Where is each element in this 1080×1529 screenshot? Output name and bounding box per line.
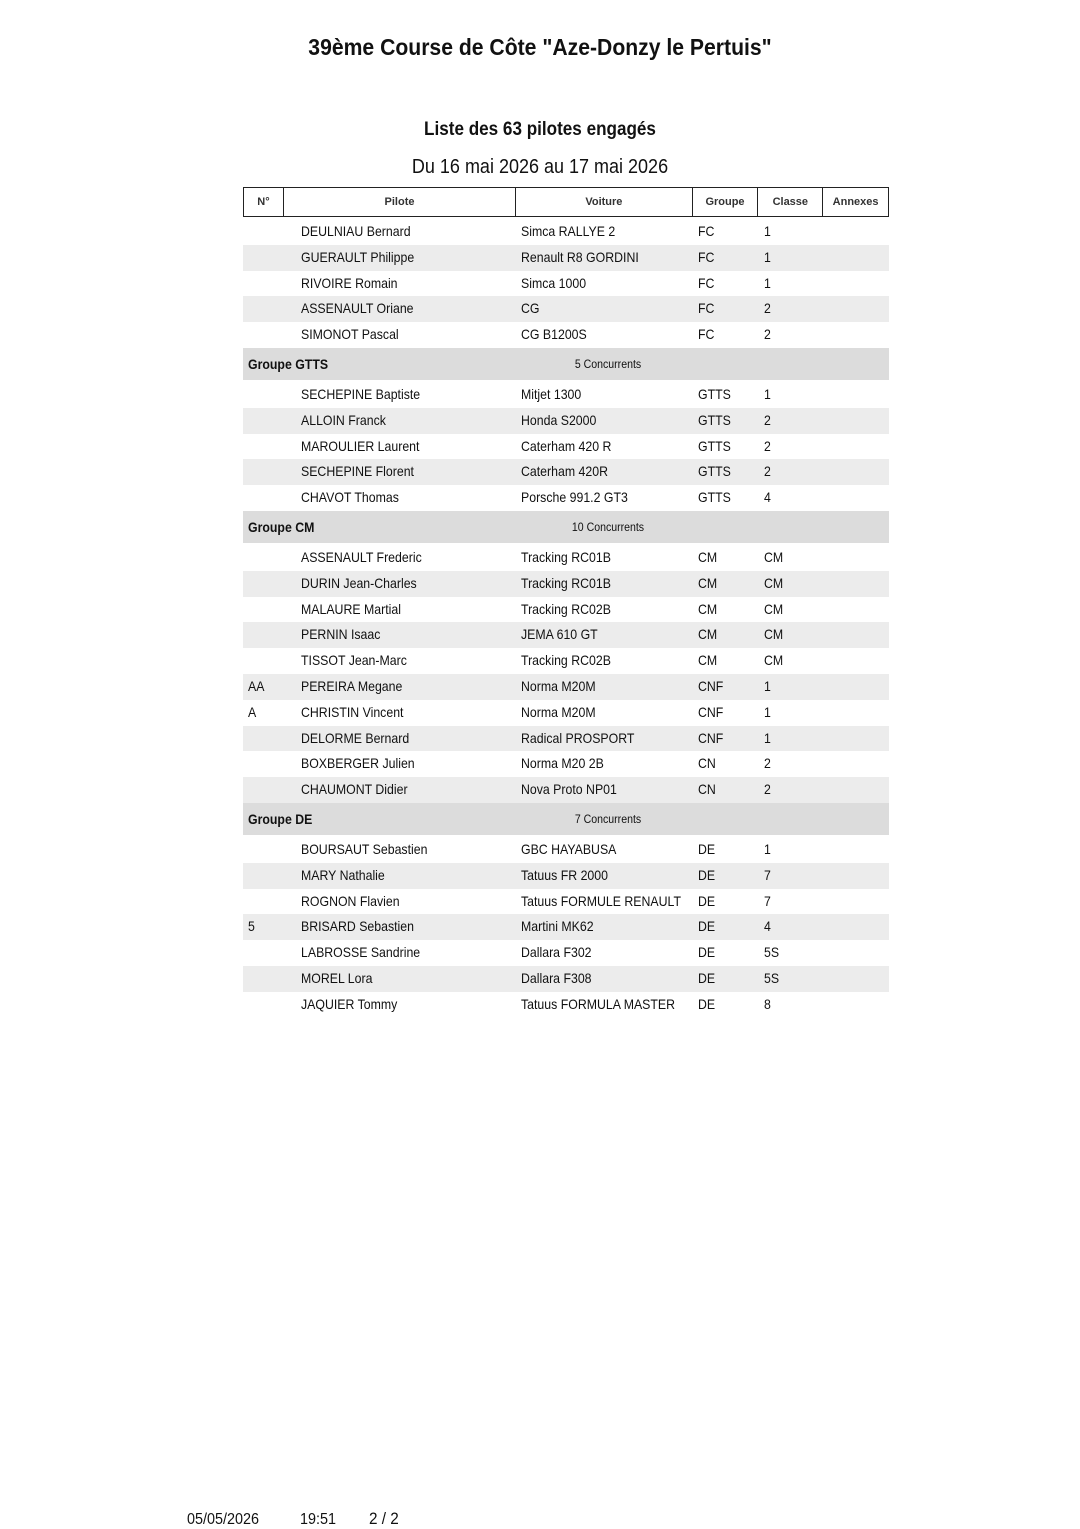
cell-number: 5 [248, 918, 255, 935]
cell-pilot: MARY Nathalie [301, 866, 385, 883]
table-row [243, 966, 889, 992]
table-row [243, 889, 889, 915]
cell-group: DE [698, 944, 716, 961]
cell-pilot: CHAUMONT Didier [301, 781, 408, 798]
entry-list-table [243, 187, 889, 1018]
cell-pilot: BOXBERGER Julien [301, 755, 415, 772]
table-row [243, 674, 889, 700]
table-row [243, 408, 889, 434]
cell-car: Tracking RC02B [521, 652, 611, 669]
col-header-annexes: Annexes [832, 196, 879, 208]
cell-pilot: ASSENAULT Frederic [301, 548, 422, 565]
cell-class: 2 [764, 300, 771, 317]
cell-car: Simca 1000 [521, 274, 587, 291]
table-row [243, 434, 889, 460]
cell-pilot: PEREIRA Megane [301, 677, 403, 694]
cell-group: CM [698, 600, 718, 617]
cell-group: GTTS [698, 385, 731, 402]
cell-class: 7 [764, 892, 771, 909]
cell-class: 1 [764, 274, 771, 291]
table-row [243, 597, 889, 623]
cell-car: Dallara F302 [521, 944, 592, 961]
cell-group: DE [698, 995, 716, 1012]
cell-car: Norma M20M [521, 677, 596, 694]
page-number: 2 / 2 [369, 1509, 399, 1528]
cell-car: Caterham 420R [521, 463, 608, 480]
col-header-class: Classe [758, 188, 823, 216]
cell-pilot: PERNIN Isaac [301, 626, 381, 643]
cell-pilot: RIVOIRE Romain [301, 274, 398, 291]
table-row [243, 700, 889, 726]
cell-car: Tracking RC01B [521, 574, 611, 591]
table-row [243, 219, 889, 245]
cell-car: Radical PROSPORT [521, 729, 635, 746]
cell-car: Porsche 991.2 GT3 [521, 489, 628, 506]
cell-pilot: BRISARD Sebastien [301, 918, 414, 935]
col-header-pilot: Pilote [284, 188, 516, 216]
cell-car: Simca RALLYE 2 [521, 223, 616, 239]
cell-car: Nova Proto NP01 [521, 781, 617, 798]
cell-class: 5S [764, 969, 780, 986]
cell-group: FC [698, 326, 715, 343]
cell-car: Mitjet 1300 [521, 385, 582, 402]
cell-car: CG B1200S [521, 326, 587, 343]
cell-car: Norma M20 2B [521, 755, 604, 772]
col-header-car: Voiture [516, 188, 692, 216]
cell-pilot: MALAURE Martial [301, 600, 401, 617]
cell-group: CM [698, 626, 718, 643]
cell-car: JEMA 610 GT [521, 626, 598, 643]
cell-class: 8 [764, 995, 771, 1012]
cell-group: CM [698, 574, 718, 591]
cell-group: DE [698, 840, 716, 857]
cell-group: DE [698, 866, 716, 883]
cell-car: Tatuus FR 2000 [521, 866, 608, 883]
cell-group: CNF [698, 729, 724, 746]
cell-car: Tatuus FORMULA MASTER [521, 995, 676, 1012]
cell-class: 2 [764, 437, 771, 454]
table-row [243, 777, 889, 803]
cell-pilot: SECHEPINE Baptiste [301, 385, 421, 402]
print-date: 05/05/2026 [187, 1511, 260, 1528]
table-row [243, 914, 889, 940]
cell-group: CN [698, 755, 716, 772]
cell-pilot: ALLOIN Franck [301, 411, 386, 428]
table-row [243, 992, 889, 1018]
cell-pilot: SIMONOT Pascal [301, 326, 399, 343]
table-row [243, 863, 889, 889]
cell-car: Renault R8 GORDINI [521, 248, 639, 265]
cell-car: GBC HAYABUSA [521, 840, 617, 857]
cell-pilot: DEULNIAU Bernard [301, 223, 411, 239]
cell-class: 1 [764, 729, 771, 746]
cell-group: GTTS [698, 411, 731, 428]
cell-car: CG [521, 300, 540, 317]
cell-class: 1 [764, 677, 771, 694]
group-header [243, 511, 889, 543]
table-row [243, 545, 889, 571]
cell-number: A [248, 703, 257, 720]
col-header-group: Groupe [693, 188, 759, 216]
cell-pilot: CHRISTIN Vincent [301, 703, 404, 720]
cell-group: FC [698, 223, 715, 239]
table-row [243, 245, 889, 271]
col-header-number: N° [244, 188, 284, 216]
cell-class: 4 [764, 918, 771, 935]
cell-class: 2 [764, 326, 771, 343]
group-count: 5 Concurrents [574, 356, 642, 371]
cell-class: 1 [764, 248, 771, 265]
cell-group: GTTS [698, 463, 731, 480]
cell-class: CM [764, 574, 784, 591]
cell-group: DE [698, 892, 716, 909]
table-row [243, 837, 889, 863]
cell-pilot: GUERAULT Philippe [301, 248, 415, 265]
cell-class: CM [764, 600, 784, 617]
cell-car: Dallara F308 [521, 969, 592, 986]
table-row [243, 648, 889, 674]
cell-group: GTTS [698, 437, 731, 454]
cell-pilot: ROGNON Flavien [301, 892, 400, 909]
cell-pilot: SECHEPINE Florent [301, 463, 414, 480]
cell-class: 1 [764, 703, 771, 720]
cell-car: Norma M20M [521, 703, 596, 720]
table-row [243, 322, 889, 348]
group-count: 7 Concurrents [574, 811, 642, 826]
table-row [243, 296, 889, 322]
cell-group: FC [698, 300, 715, 317]
group-name: Groupe DE [248, 810, 313, 827]
cell-class: CM [764, 652, 784, 669]
cell-car: Tracking RC02B [521, 600, 611, 617]
table-row [243, 571, 889, 597]
cell-group: FC [698, 248, 715, 265]
cell-pilot: CHAVOT Thomas [301, 489, 399, 506]
cell-pilot: MOREL Lora [301, 969, 373, 986]
table-row [243, 726, 889, 752]
list-subtitle: Liste des 63 pilotes engagés [424, 119, 656, 140]
cell-pilot: JAQUIER Tommy [301, 995, 398, 1012]
group-name: Groupe GTTS [248, 355, 329, 372]
cell-class: 2 [764, 781, 771, 798]
group-header [243, 348, 889, 380]
cell-class: 2 [764, 755, 771, 772]
table-row [243, 622, 889, 648]
cell-car: Tatuus FORMULE RENAULT [521, 892, 681, 909]
cell-pilot: MAROULIER Laurent [301, 437, 420, 454]
cell-group: CM [698, 652, 718, 669]
cell-group: CNF [698, 677, 724, 694]
cell-car: Martini MK62 [521, 918, 594, 935]
cell-group: DE [698, 969, 716, 986]
cell-group: FC [698, 274, 715, 291]
table-row [243, 382, 889, 408]
cell-pilot: LABROSSE Sandrine [301, 944, 421, 961]
cell-class: CM [764, 548, 784, 565]
table-row [243, 751, 889, 777]
cell-pilot: ASSENAULT Oriane [301, 300, 414, 317]
group-count: 10 Concurrents [571, 519, 645, 534]
cell-car: Honda S2000 [521, 411, 597, 428]
cell-group: CNF [698, 703, 724, 720]
group-header [243, 803, 889, 835]
cell-class: 4 [764, 489, 771, 506]
cell-pilot: DELORME Bernard [301, 729, 410, 746]
cell-class: 1 [764, 385, 771, 402]
cell-class: 1 [764, 223, 771, 239]
cell-number: AA [248, 677, 265, 694]
group-name: Groupe CM [248, 518, 315, 535]
cell-pilot: TISSOT Jean-Marc [301, 652, 407, 669]
cell-class: 1 [764, 840, 771, 857]
cell-class: 2 [764, 463, 771, 480]
table-row [243, 940, 889, 966]
cell-car: Caterham 420 R [521, 437, 612, 454]
cell-class: 7 [764, 866, 771, 883]
table-row [243, 485, 889, 511]
cell-class: 5S [764, 944, 780, 961]
document-title: 39ème Course de Côte "Aze-Donzy le Pertuis" [308, 34, 772, 60]
table-row [243, 459, 889, 485]
cell-group: GTTS [698, 489, 731, 506]
event-dates: Du 16 mai 2026 au 17 mai 2026 [411, 156, 669, 178]
cell-car: Tracking RC01B [521, 548, 611, 565]
table-body [243, 217, 889, 1018]
table-header [243, 187, 889, 217]
cell-class: CM [764, 626, 784, 643]
cell-group: CN [698, 781, 716, 798]
cell-group: CM [698, 548, 718, 565]
cell-pilot: DURIN Jean-Charles [301, 574, 417, 591]
cell-class: 2 [764, 411, 771, 428]
cell-pilot: BOURSAUT Sebastien [301, 840, 428, 857]
print-time: 19:51 [300, 1511, 337, 1528]
cell-group: DE [698, 918, 716, 935]
table-row [243, 271, 889, 297]
